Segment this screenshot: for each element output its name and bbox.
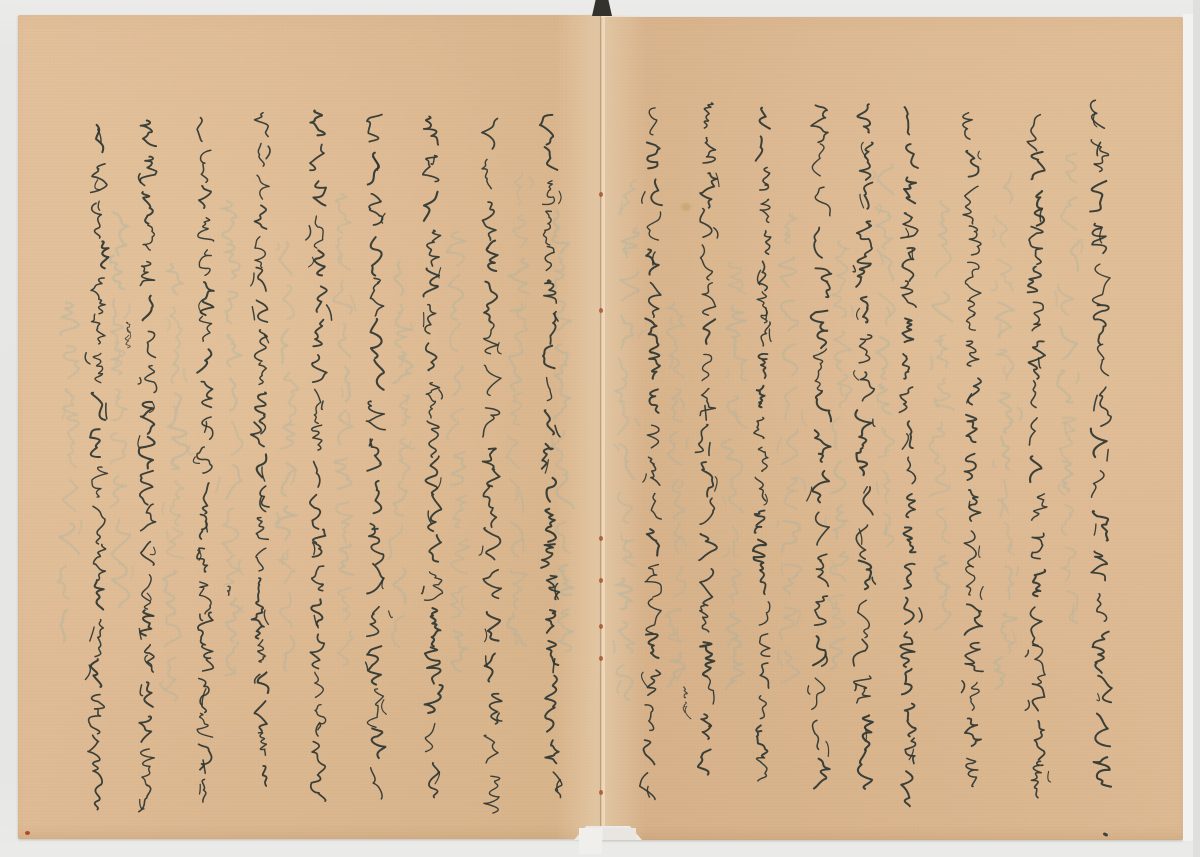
stitch-dot bbox=[599, 578, 603, 583]
underlying-page-edge bbox=[1183, 14, 1193, 841]
stitch-dot bbox=[599, 624, 603, 629]
stitch-dot bbox=[599, 536, 603, 541]
stitch-dot bbox=[599, 656, 603, 661]
binding-spine-tab bbox=[592, 0, 612, 16]
right-page-paper bbox=[601, 17, 1183, 840]
stitch-dot bbox=[599, 790, 603, 795]
center-fold-highlight bbox=[602, 15, 605, 839]
red-pigment-dot bbox=[25, 831, 30, 835]
foxing-spot bbox=[681, 203, 691, 211]
left-page-paper bbox=[18, 15, 601, 839]
stitch-dot bbox=[599, 192, 603, 197]
stitch-dot bbox=[599, 308, 603, 313]
bottom-page-slip bbox=[579, 828, 602, 854]
backdrop-right-edge bbox=[1193, 0, 1200, 857]
bottom-page-slip-2 bbox=[603, 828, 636, 840]
center-fold-crease bbox=[600, 15, 601, 839]
